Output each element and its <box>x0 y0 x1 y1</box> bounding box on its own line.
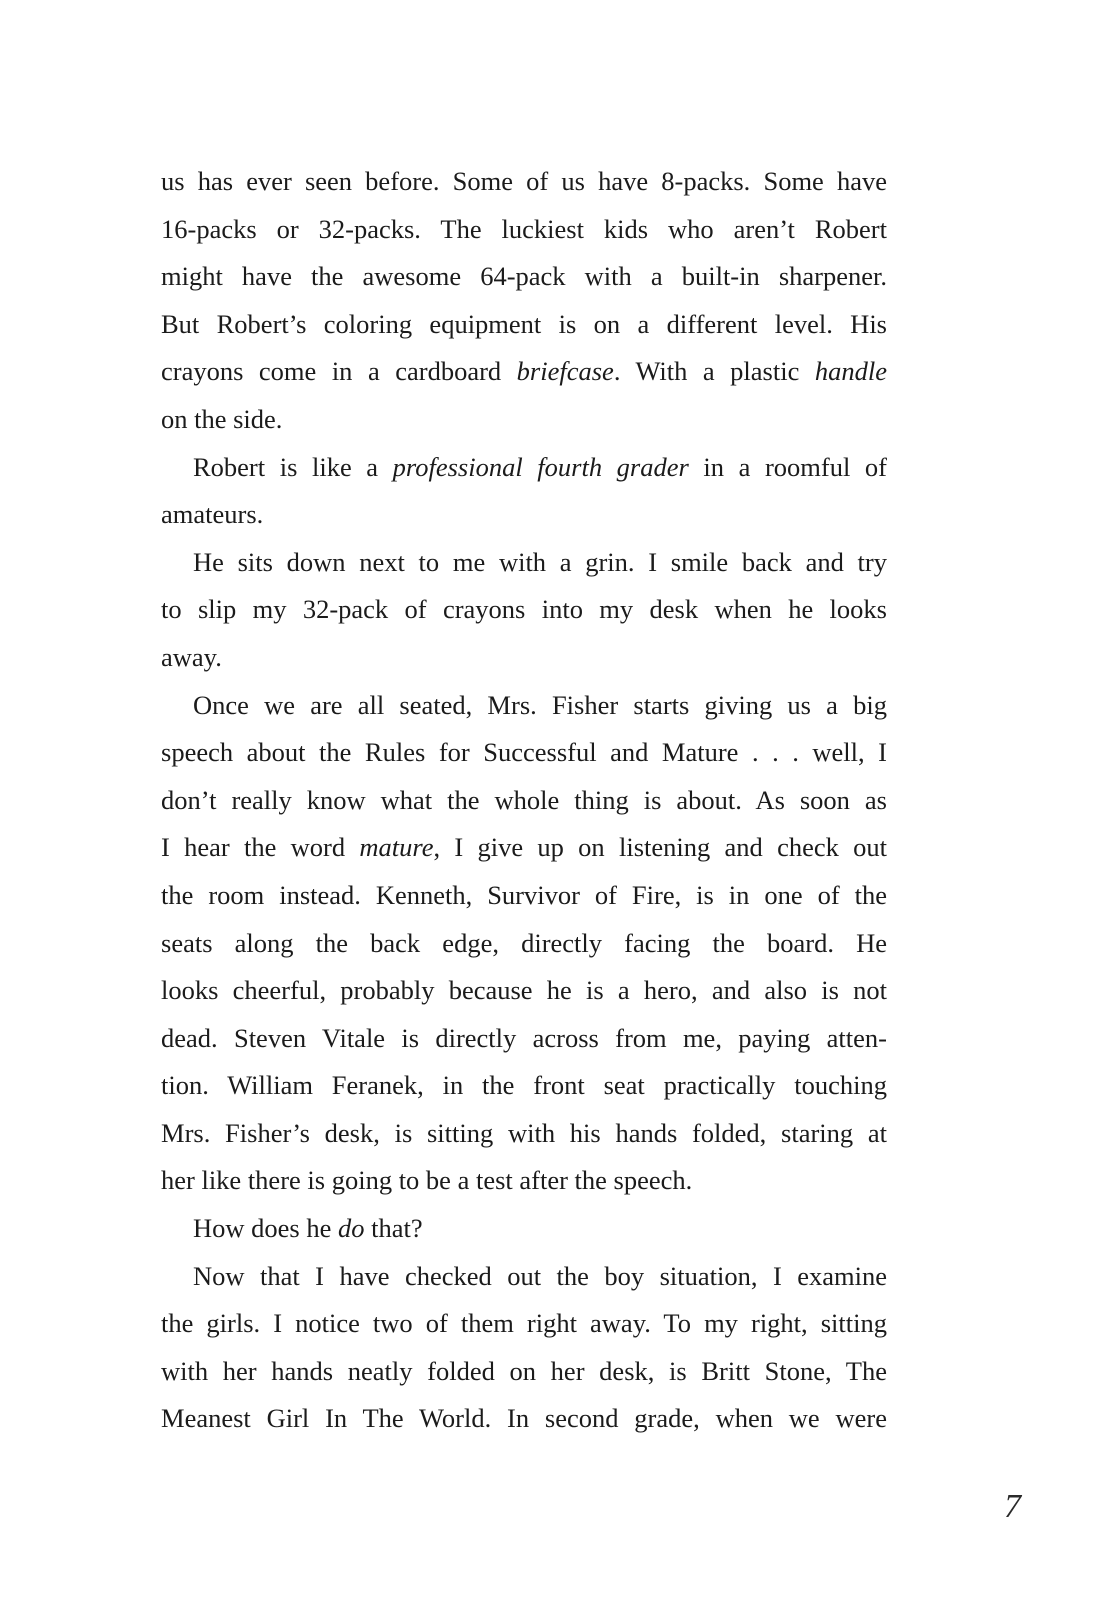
text-segment: Robert is like a <box>193 451 393 482</box>
italic-text: mature <box>359 832 434 863</box>
text-line <box>161 872 887 920</box>
text-segment: her like there is going to be a test after the speech. <box>161 1165 693 1196</box>
text-segment: . With a plastic <box>613 356 815 387</box>
text-segment: dead. Steven Vitale is directly across from me, paying atten- <box>161 1022 887 1053</box>
text-segment: Now that I have checked out the boy situation, I examine <box>193 1260 887 1291</box>
text-line <box>161 586 887 634</box>
text-segment: I hear the word <box>161 832 360 863</box>
text-line <box>161 824 887 872</box>
text-line <box>161 1300 887 1348</box>
text-line <box>161 1110 887 1158</box>
text-segment: the girls. I notice two of them right away. To my right, sitting <box>161 1308 887 1339</box>
italic-text: briefcase <box>516 356 614 387</box>
text-line <box>161 1062 887 1110</box>
text-line <box>161 539 887 587</box>
text-segment: Meanest Girl In The World. In second grade, when we were <box>161 1403 887 1434</box>
text-line <box>161 1205 887 1253</box>
text-line <box>161 967 887 1015</box>
text-line <box>161 729 887 777</box>
text-line <box>161 1015 887 1063</box>
text-segment: 16-packs or 32-packs. The luckiest kids who aren’t Robert <box>161 213 887 244</box>
italic-text: handle <box>814 356 887 387</box>
text-segment: He sits down next to me with a grin. I smile back and try <box>193 546 887 577</box>
text-line <box>161 206 887 254</box>
text-segment: seats along the back edge, directly facing the board. He <box>161 927 887 958</box>
text-segment: crayons come in a cardboard <box>161 356 517 387</box>
text-segment: tion. William Feranek, in the front seat practically touching <box>161 1070 887 1101</box>
text-line <box>161 1348 887 1396</box>
text-line <box>161 491 887 539</box>
text-segment: amateurs. <box>161 499 264 530</box>
body-text <box>161 158 887 1443</box>
text-segment: that? <box>364 1213 423 1244</box>
text-line <box>161 1395 887 1443</box>
text-line <box>161 158 887 206</box>
text-line <box>161 348 887 396</box>
text-line <box>161 444 887 492</box>
italic-text: professional fourth grader <box>392 451 689 482</box>
text-segment: Mrs. Fisher’s desk, is sitting with his hands folded, staring at <box>161 1117 887 1148</box>
text-segment: But Robert’s coloring equipment is on a different level. His <box>161 308 887 339</box>
text-line <box>161 396 887 444</box>
text-segment: How does he <box>193 1213 338 1244</box>
italic-text: do <box>338 1213 365 1244</box>
text-segment: looks cheerful, probably because he is a hero, and also is not <box>161 975 887 1006</box>
text-line <box>161 682 887 730</box>
text-segment: to slip my 32-pack of crayons into my desk when he looks <box>161 594 887 625</box>
text-segment: in a roomful of <box>688 451 887 482</box>
text-segment: with her hands neatly folded on her desk, is Britt Stone, The <box>161 1355 887 1386</box>
text-line <box>161 634 887 682</box>
text-segment: speech about the Rules for Successful and Mature . . . well, I <box>161 737 887 768</box>
text-segment: Once we are all seated, Mrs. Fisher starts giving us a big <box>193 689 887 720</box>
text-line <box>161 920 887 968</box>
text-segment: away. <box>161 641 222 672</box>
text-line <box>161 301 887 349</box>
text-segment: , I give up on listening and check out <box>433 832 887 863</box>
text-segment: us has ever seen before. Some of us have 8-packs. Some have <box>161 166 887 196</box>
text-line <box>161 777 887 825</box>
page-number: 7 <box>1004 1488 1021 1525</box>
text-segment: might have the awesome 64-pack with a built-in sharpener. <box>161 261 887 292</box>
text-line <box>161 253 887 301</box>
text-line <box>161 1157 887 1205</box>
text-segment: on the side. <box>161 403 283 434</box>
text-segment: don’t really know what the whole thing is about. As soon as <box>161 784 887 815</box>
text-segment: the room instead. Kenneth, Survivor of Fire, is in one of the <box>161 879 887 910</box>
text-line <box>161 1253 887 1301</box>
